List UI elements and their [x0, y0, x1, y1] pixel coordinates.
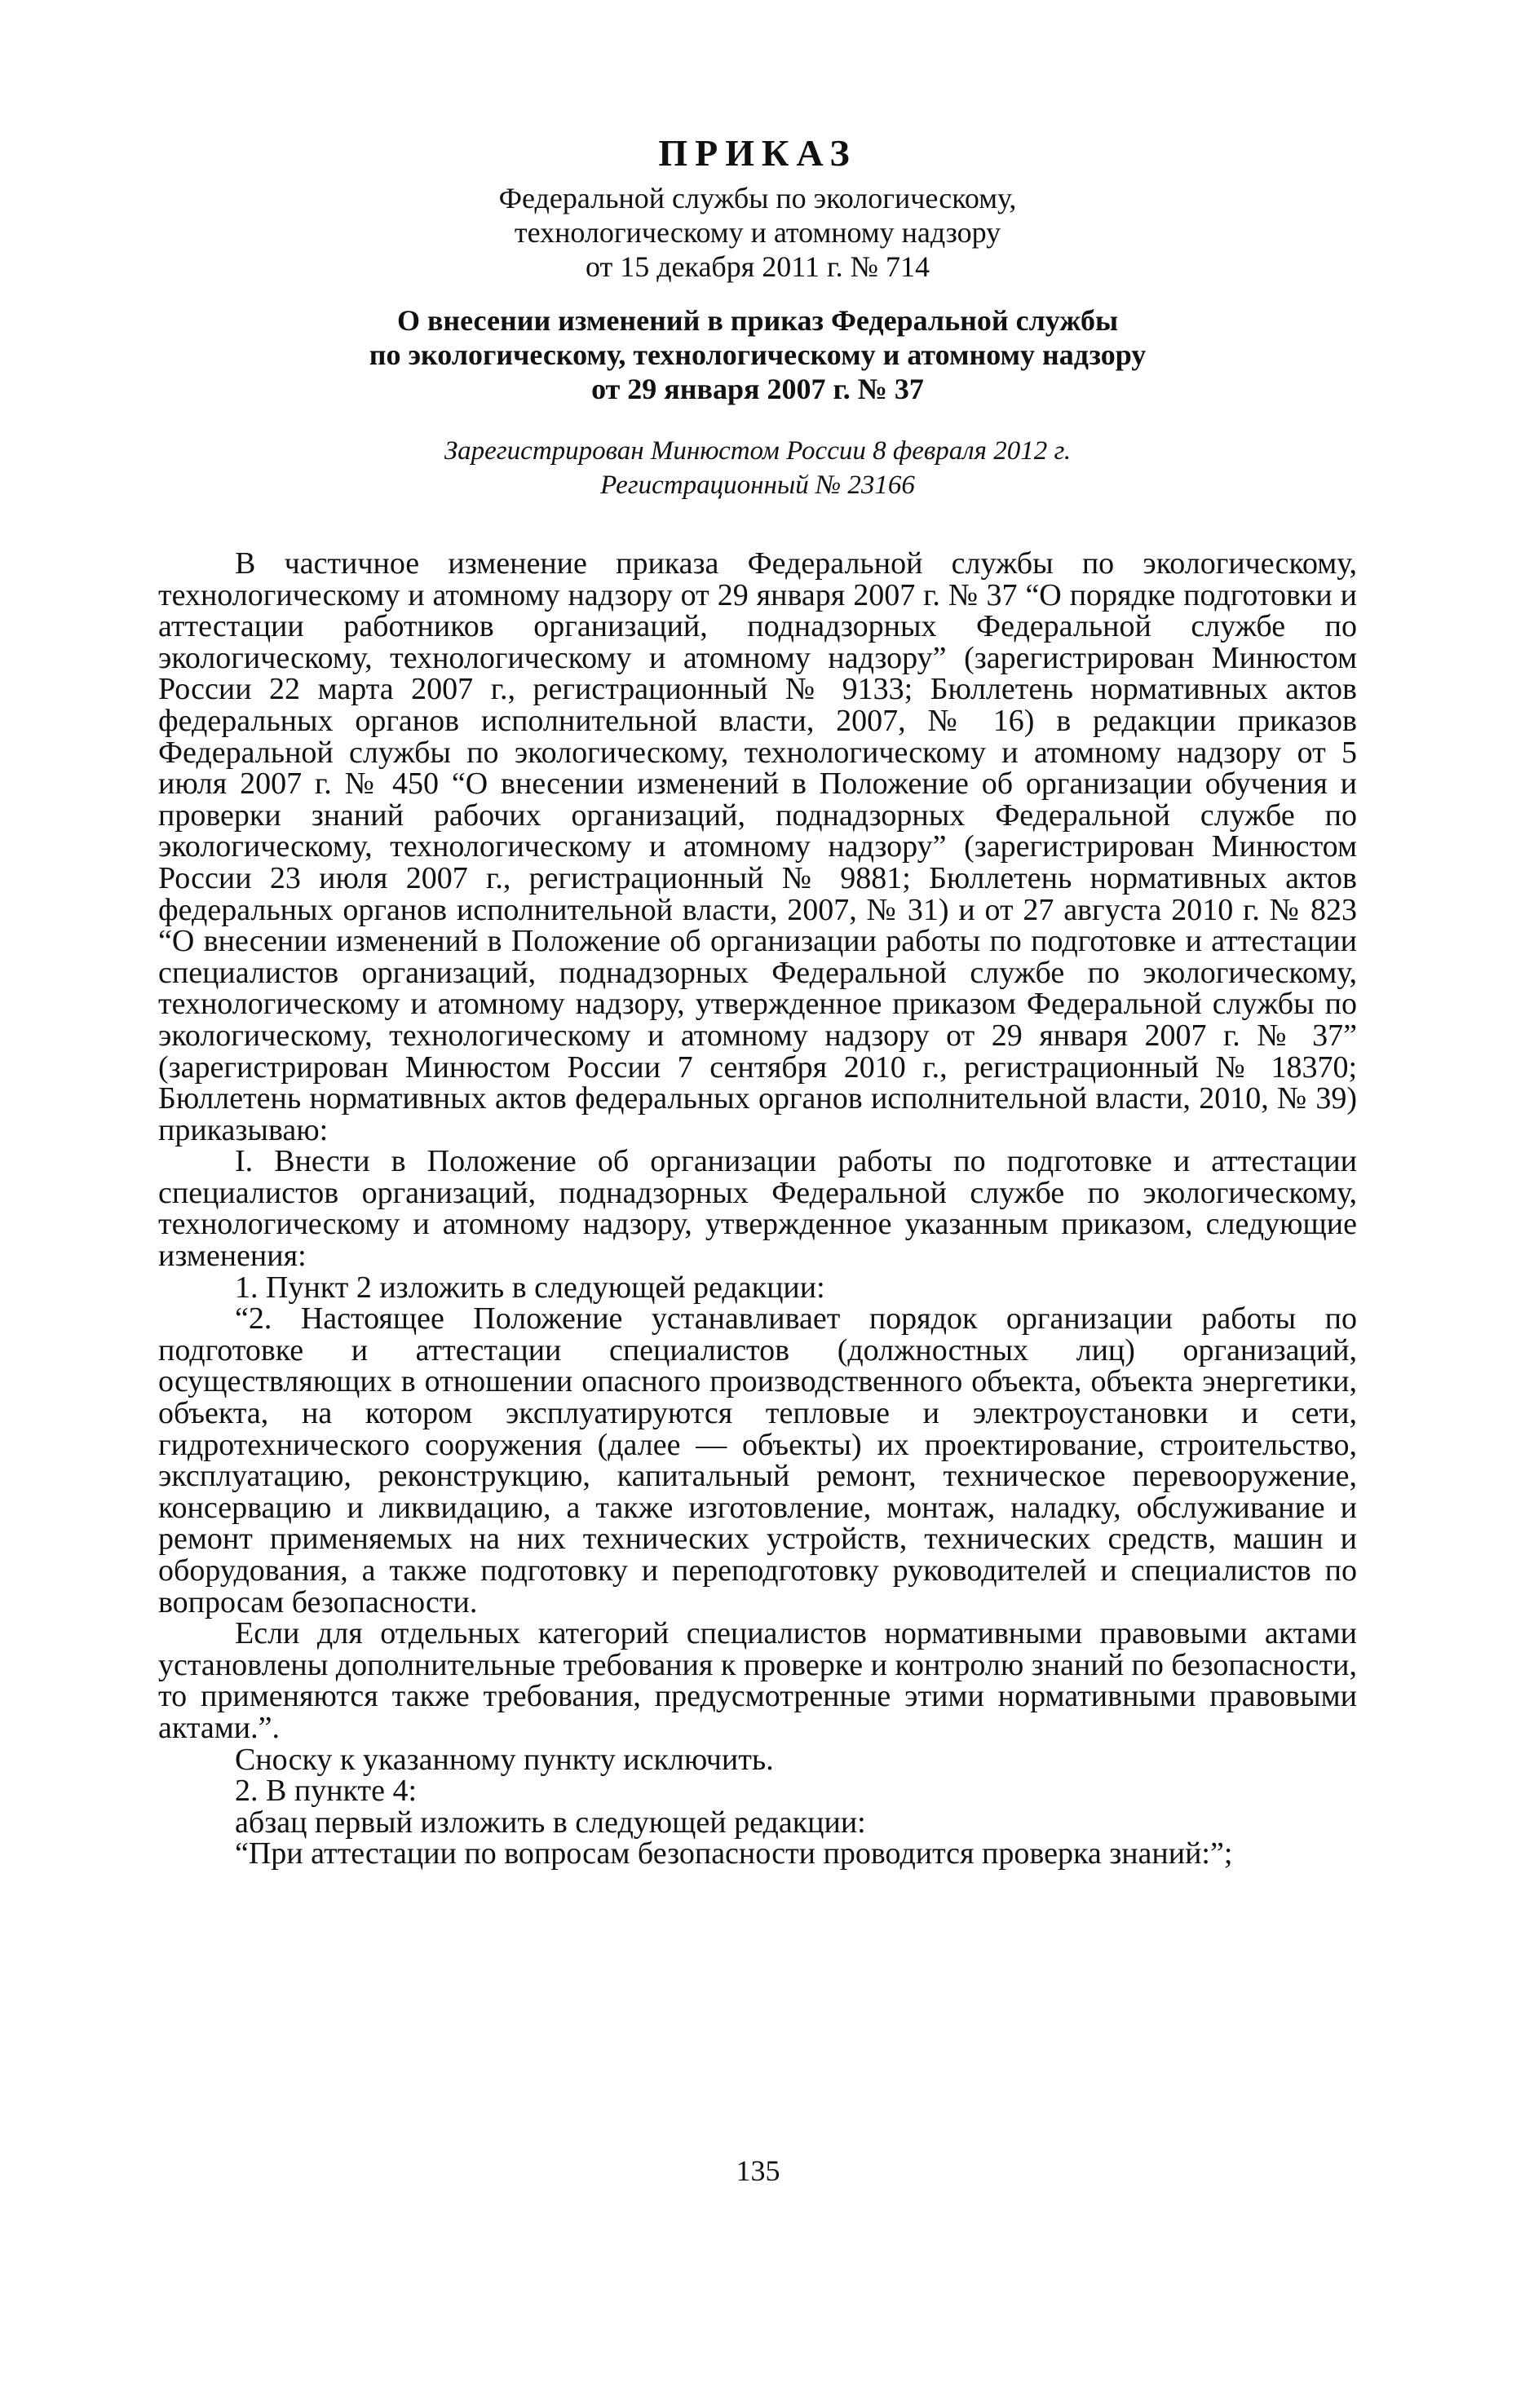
order-date-number: от 15 декабря 2011 г. № 714	[585, 250, 930, 283]
body-paragraph: абзац первый изложить в следующей редакции:	[235, 1805, 866, 1840]
document-page	[158, 130, 1357, 1870]
issuer-block	[158, 181, 1357, 284]
registration-note	[158, 434, 1357, 502]
subject-line: О внесении изменений в приказ Федеральной службы	[396, 304, 1119, 337]
subject-line: по экологическому, технологическому и атомному надзору	[369, 338, 1147, 371]
registration-line: Зарегистрирован Минюстом России 8 февраля 2012 г.	[444, 436, 1072, 466]
body-paragraph: 1. Пункт 2 изложить в следующей редакции:	[235, 1270, 825, 1305]
body-paragraph: “При аттестации по вопросам безопасности проводится проверка знаний:”;	[235, 1836, 1233, 1871]
page-number: 135	[736, 2154, 780, 2187]
document-type-heading: ПРИКАЗ	[658, 132, 857, 174]
body-paragraph: Если для отдельных категорий специалистов нормативными правовыми актами установлены дополнительные требования к проверке и контролю знаний по безопасности, то применяются также требования, предусмотренные этими нормативными правовыми актами.”.	[158, 1616, 1357, 1745]
order-subject	[158, 303, 1357, 406]
registration-number: Регистрационный № 23166	[600, 471, 915, 500]
issuer-line: Федеральной службы по экологическому,	[498, 182, 1017, 214]
body-paragraph: I. Внести в Положение об организации работы по подготовке и аттестации специалистов организаций, поднадзорных Федеральной службе по экологическому, технологическому и атомному надзору, утвержденное указанным приказом, следующие изменения:	[158, 1144, 1357, 1274]
subject-line: от 29 января 2007 г. № 37	[591, 373, 924, 405]
body-paragraph: В частичное изменение приказа Федеральной службы по экологическому, технологическому и атомному надзору от 29 января 2007 г. № 37 “О порядке подготовки и аттестации работников организаций, поднадзорных Федеральной службе по экологическому, технологическому и атомному надзору” (зарегистрирован Минюстом России 22 марта 2007 г., регистрационный № 9133; Бюллетень нормативных актов федеральных органов исполнительной власти, 2007, № 16) в редакции приказов Федеральной службы по экологическому, технологическому и атомному надзору от 5 июля 2007 г. № 450 “О внесении изменений в Положение об организации обучения и проверки знаний рабочих организаций, поднадзорных Федеральной службе по экологическому, технологическому и атомному надзору” (зарегистрирован Минюстом России 23 июля 2007 г., регистрационный № 9881; Бюллетень нормативных актов федеральных органов исполнительной власти, 2007, № 31) и от 27 августа 2010 г. № 823 “О внесении изменений в Положение об организации работы по подготовке и аттестации специалистов организаций, поднадзорных Федеральной службе по экологическому, технологическому и атомному надзору, утвержденное приказом Федеральной службы по экологическому, технологическому и атомному надзору от 29 января 2007 г. № 37” (зарегистрирован Минюстом России 7 сентября 2010 г., регистрационный № 18370; Бюллетень нормативных актов федеральных органов исполнительной власти, 2010, № 39) приказываю:	[158, 546, 1357, 1147]
issuer-line: технологическому и атомному надзору	[514, 216, 1001, 249]
body-paragraph: “2. Настоящее Положение устанавливает порядок организации работы по подготовке и аттестации специалистов (должностных лиц) организаций, осуществляющих в отношении опасного производственного объекта, объекта энергетики, объекта, на котором эксплуатируются тепловые и электроустановки и сети, гидротехнического сооружения (далее — объекты) их проектирование, строительство, эксплуатацию, реконструкцию, капитальный ремонт, техническое перевооружение, консервацию и ликвидацию, а также изготовление, монтаж, наладку, обслуживание и ремонт применяемых на них технических устройств, технических средств, машин и оборудования, а также подготовку и переподготовку руководителей и специалистов по вопросам безопасности.	[158, 1301, 1357, 1619]
order-body	[158, 548, 1357, 1870]
body-paragraph: 2. В пункте 4:	[235, 1774, 418, 1809]
body-paragraph: Сноску к указанному пункту исключить.	[235, 1742, 774, 1777]
